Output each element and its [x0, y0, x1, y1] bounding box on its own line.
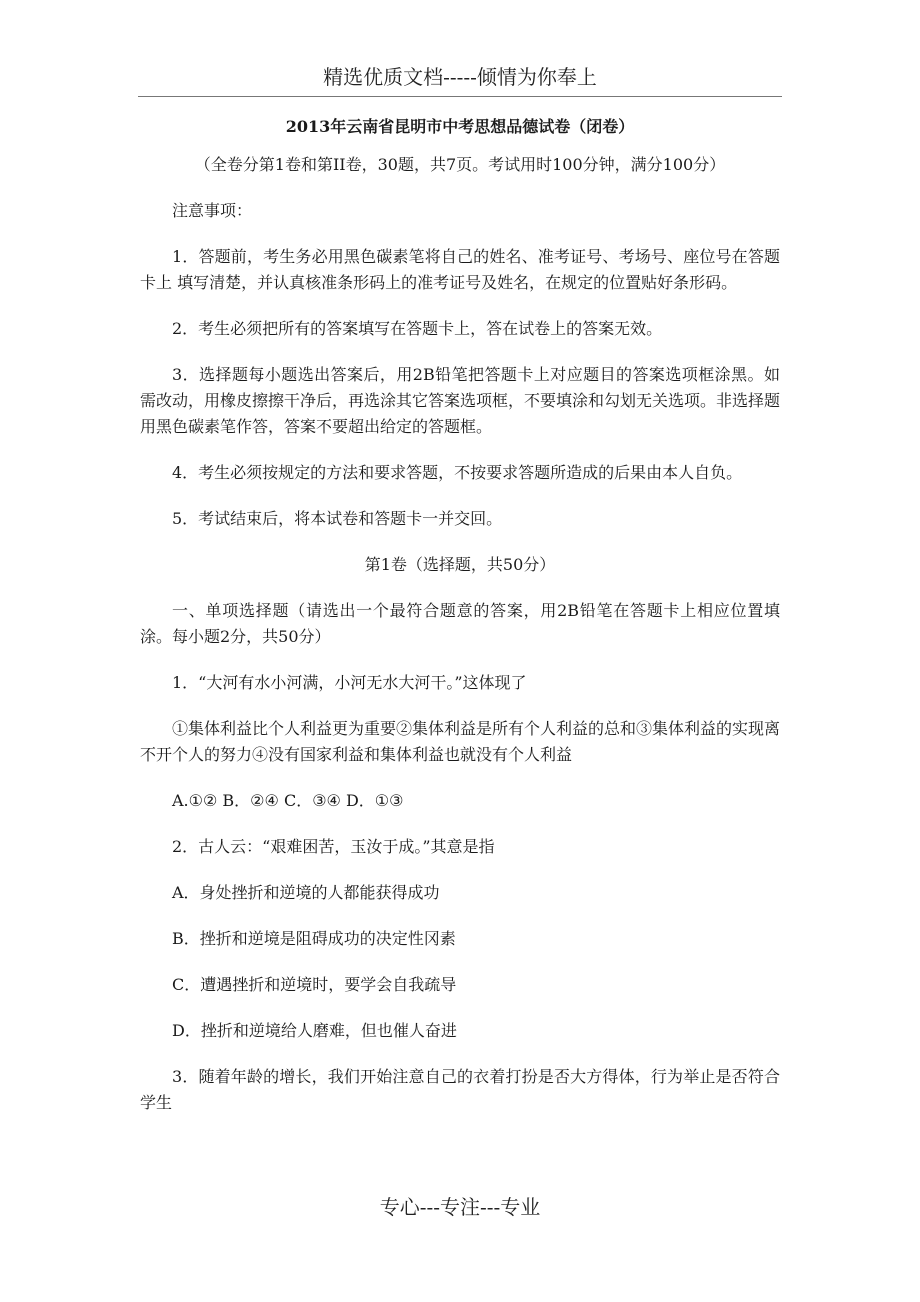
document-body [140, 108, 780, 1136]
question-2-stem: 2．古人云：“艰难困苦，玉汝于成。”其意是指 [172, 837, 495, 856]
page-header: 精选优质文档-----倾情为你奉上 [323, 65, 597, 89]
notice-item-4: 4．考生必须按规定的方法和要求答题，不按要求答题所造成的后果由本人自负。 [172, 463, 743, 482]
notice-item-5: 5．考试结束后，将本试卷和答题卡一并交回。 [172, 509, 503, 528]
question-2-option-c: C．遭遇挫折和逆境时，要学会自我疏导 [172, 975, 457, 994]
exam-title: 2013年云南省昆明市中考思想品德试卷（闭卷） [285, 117, 635, 136]
section-instruction: 一、单项选择题（请选出一个最符合题意的答案，用2B铅笔在答题卡上相应位置填涂。每小题2分，共50分） [140, 601, 780, 646]
question-1-statements: ①集体利益比个人利益更为重要②集体利益是所有个人利益的总和③集体利益的实现离不开个人的努力④没有国家利益和集体利益也就没有个人利益 [140, 719, 781, 764]
question-1-stem: 1．“大河有水小河满，小河无水大河干。”这体现了 [172, 673, 527, 692]
page-footer: 专心---专注---专业 [379, 1195, 541, 1219]
question-2-option-a: A．身处挫折和逆境的人都能获得成功 [172, 883, 440, 902]
question-3-stem: 3．随着年龄的增长，我们开始注意自己的衣着打扮是否大方得体，行为举止是否符合学生 [140, 1067, 780, 1112]
notice-item-3: 3．选择题每小题选出答案后，用2B铅笔把答题卡上对应题目的答案选项框涂黑。如需改动，用橡皮擦擦干净后，再选涂其它答案选项框，不要填涂和勾划无关选项。非选择题 用黑色碳素笔作答，答案不要超出给定的答题框。 [140, 365, 781, 436]
notice-item-1: 1．答题前，考生务必用黑色碳素笔将自己的姓名、准考证号、考场号、座位号在答题卡上 填写清楚，并认真核准条形码上的准考证号及姓名，在规定的位置贴好条形码。 [140, 247, 780, 292]
header-divider [138, 96, 782, 97]
exam-subtitle: （全卷分第1卷和第II卷，30题，共7页。考试用时100分钟，满分100分） [194, 155, 726, 174]
notice-heading: 注意事项： [172, 201, 253, 220]
section-heading: 第1卷（选择题，共50分） [364, 555, 556, 574]
question-2-option-d: D．挫折和逆境给人磨难，但也催人奋进 [172, 1021, 457, 1040]
notice-item-2: 2．考生必须把所有的答案填写在答题卡上，答在试卷上的答案无效。 [172, 319, 663, 338]
question-1-options: A.①② B．②④ C．③④ D．①③ [172, 791, 404, 810]
question-2-option-b: B．挫折和逆境是阻碍成功的决定性冈素 [172, 929, 456, 948]
